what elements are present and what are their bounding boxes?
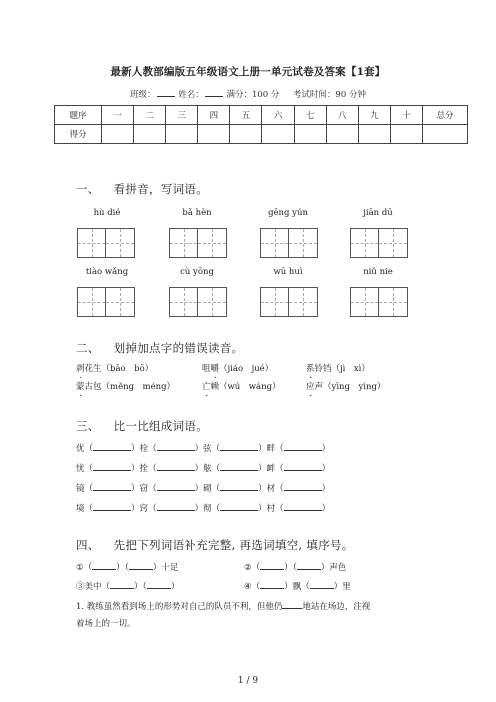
answer-blank[interactable]: [157, 501, 195, 511]
score-cell[interactable]: [198, 125, 230, 144]
word-text: 铃铛: [314, 364, 332, 374]
section-title: 看拼音，写词语。: [113, 182, 209, 196]
pinyin-label: jiān dū: [363, 208, 393, 218]
compare-row: 镜（ ）窃（ ）砌（ ）材（ ）: [76, 481, 330, 494]
pinyin-options[interactable]: （yīng yìng）: [323, 382, 386, 392]
pinyin-label: bǎ hèn: [182, 208, 212, 218]
answer-blank[interactable]: [93, 501, 131, 511]
question-1: [76, 599, 370, 612]
pinyin-label: niǔ nie: [363, 267, 393, 277]
item-mark: ②: [244, 563, 252, 573]
answer-blank[interactable]: [93, 481, 131, 491]
answer-blank[interactable]: [129, 560, 153, 570]
char: 彻: [203, 504, 212, 514]
writing-grid[interactable]: [77, 228, 135, 258]
pinyin-options[interactable]: （jì xì）: [331, 364, 370, 374]
char: 窃: [139, 484, 149, 494]
char: 弦: [203, 444, 212, 454]
answer-blank[interactable]: [260, 579, 284, 589]
idiom-tail: 十足: [161, 563, 179, 573]
table-cell: 七: [294, 106, 326, 125]
section-number: 四、: [76, 538, 100, 552]
reading-item: [306, 380, 385, 392]
pinyin-label: gēng yún: [268, 208, 308, 218]
char: 拴: [139, 464, 149, 474]
char: 优: [76, 444, 85, 454]
answer-blank[interactable]: [220, 441, 258, 451]
score-header-row: [55, 106, 468, 125]
pinyin-options[interactable]: （jiáo jué）: [219, 364, 274, 374]
section-title: 划掉加点字的错误读音。: [113, 341, 244, 355]
name-label: 姓名：: [178, 90, 204, 100]
word-text: 声: [314, 382, 324, 392]
answer-blank[interactable]: [157, 461, 195, 471]
answer-blank[interactable]: [284, 441, 322, 451]
section2-heading: [76, 340, 243, 356]
word-text: 赖: [210, 382, 220, 392]
pinyin-label: tiào wǎng: [85, 267, 129, 277]
page-title: 最新人教部编版五年级语文上册一单元试卷及答案【1套】: [110, 66, 386, 78]
word-text: 古包: [84, 382, 102, 392]
dotted-char[interactable]: 应: [306, 382, 315, 392]
reading-item: [76, 380, 175, 392]
word-text: 咀: [202, 364, 211, 374]
score-cell[interactable]: [326, 125, 358, 144]
table-cell: 题序: [55, 106, 102, 125]
idiom-item: ①（ ）（ ）十足: [76, 560, 178, 573]
char: 窍: [139, 504, 149, 514]
pinyin-label: cù yōng: [180, 267, 214, 277]
writing-grid[interactable]: [350, 287, 408, 317]
score-cell[interactable]: [262, 125, 294, 144]
table-cell: 一: [102, 106, 134, 125]
idiom-item: ②（ ）（ ）声色: [244, 560, 346, 573]
question-text: 着场上的一切。: [76, 619, 136, 629]
full-score: 满分：100 分: [226, 90, 280, 100]
score-cell[interactable]: [423, 125, 468, 144]
section-title: 比一比组成词语。: [113, 419, 209, 433]
writing-grid[interactable]: [260, 287, 318, 317]
char: 栓: [139, 444, 149, 454]
page-number: 1 / 9: [237, 676, 259, 686]
table-cell: 得分: [55, 125, 102, 144]
table-cell: 九: [358, 106, 390, 125]
answer-blank[interactable]: [110, 579, 134, 589]
class-blank: [157, 88, 175, 97]
answer-blank[interactable]: [284, 481, 322, 491]
reading-item: [76, 362, 153, 374]
char: 衅: [266, 464, 276, 474]
score-table: [54, 105, 468, 144]
pinyin-options[interactable]: （bāo bō）: [101, 364, 154, 374]
exam-meta: [0, 88, 496, 100]
dotted-char[interactable]: 蒙: [76, 382, 85, 392]
idiom-tail: 声色: [329, 563, 347, 573]
char: 砌: [203, 484, 212, 494]
answer-blank[interactable]: [220, 461, 258, 471]
table-cell: 十: [390, 106, 422, 125]
section-title: 先把下列词语补充完整, 再选词填空, 填序号。: [113, 538, 354, 552]
dotted-char[interactable]: 嚼: [210, 364, 220, 374]
idiom-mid: 飘: [292, 582, 302, 592]
answer-blank[interactable]: [220, 501, 258, 511]
section4-heading: [76, 537, 354, 553]
section1-heading: [76, 181, 208, 197]
answer-blank[interactable]: [93, 461, 131, 471]
item-mark: ①: [76, 563, 84, 573]
table-cell: 六: [262, 106, 294, 125]
char: 村: [266, 504, 276, 514]
answer-blank[interactable]: [157, 441, 195, 451]
answer-blank[interactable]: [282, 599, 302, 609]
table-cell: 三: [166, 106, 198, 125]
answer-blank[interactable]: [310, 579, 334, 589]
writing-grid[interactable]: [350, 228, 408, 258]
table-cell: 四: [198, 106, 230, 125]
answer-blank[interactable]: [260, 560, 284, 570]
reading-item: [306, 362, 370, 374]
answer-blank[interactable]: [93, 441, 131, 451]
answer-blank[interactable]: [284, 461, 322, 471]
section-number: 三、: [76, 419, 100, 433]
pinyin-options[interactable]: （wú wáng）: [219, 382, 281, 392]
score-cell[interactable]: [134, 125, 166, 144]
item-mark: ③: [76, 582, 85, 592]
dotted-char[interactable]: 剥: [76, 364, 85, 374]
answer-blank[interactable]: [92, 560, 116, 570]
dotted-char[interactable]: 系: [306, 364, 315, 374]
compare-row: 优（ ）栓（ ）弦（ ）畔（ ）: [76, 441, 330, 454]
pinyin-options[interactable]: （měng méng）: [101, 382, 176, 392]
compare-row: 境（ ）窍（ ）彻（ ）村（ ）: [76, 501, 330, 514]
writing-grid[interactable]: [77, 287, 135, 317]
answer-blank[interactable]: [157, 481, 195, 491]
question-1-cont: [76, 617, 136, 629]
pinyin-label: hù dié: [93, 208, 121, 218]
score-cell[interactable]: [230, 125, 262, 144]
exam-time: 考试时间：90 分钟: [292, 90, 366, 100]
name-blank: [205, 88, 223, 97]
idiom-tail: 里: [342, 582, 351, 592]
score-row: [55, 125, 468, 144]
writing-grid[interactable]: [169, 287, 227, 317]
score-cell[interactable]: [166, 125, 198, 144]
question-text: 地站在场边，注视: [302, 602, 371, 612]
score-cell[interactable]: [390, 125, 422, 144]
dotted-char[interactable]: 亡: [202, 382, 211, 392]
char: 忧: [76, 464, 85, 474]
score-cell[interactable]: [102, 125, 134, 144]
answer-blank[interactable]: [147, 579, 171, 589]
char: 畔: [266, 444, 276, 454]
table-cell: 二: [134, 106, 166, 125]
char: 境: [76, 504, 85, 514]
idiom-item: ④（ ）飘（ ）里: [244, 579, 351, 592]
table-cell: 五: [230, 106, 262, 125]
table-cell: 总分: [423, 106, 468, 125]
char: 舷: [203, 464, 212, 474]
score-cell[interactable]: [294, 125, 326, 144]
class-label: 班级：: [130, 90, 156, 100]
item-mark: ④: [244, 582, 252, 592]
idiom-head: 美中: [84, 582, 102, 592]
word-text: 花生: [84, 364, 102, 374]
writing-grid[interactable]: [169, 228, 227, 258]
char: 镜: [76, 484, 85, 494]
reading-item: [202, 362, 273, 374]
writing-grid[interactable]: [260, 228, 318, 258]
score-cell[interactable]: [358, 125, 390, 144]
reading-item: [202, 380, 281, 392]
section-number: 一、: [76, 182, 100, 196]
idiom-item: ③美中（ ）（ ）: [76, 579, 179, 592]
answer-blank[interactable]: [297, 560, 321, 570]
section3-heading: [76, 418, 208, 434]
answer-blank[interactable]: [220, 481, 258, 491]
table-cell: 八: [326, 106, 358, 125]
section-number: 二、: [76, 341, 100, 355]
answer-blank[interactable]: [284, 501, 322, 511]
compare-row: 忧（ ）拴（ ）舷（ ）衅（ ）: [76, 461, 330, 474]
question-text: 1. 教练虽然看到场上的形势对自己的队员不利，但他仍: [76, 602, 283, 612]
pinyin-label: wū huì: [273, 267, 303, 277]
char: 材: [266, 484, 276, 494]
